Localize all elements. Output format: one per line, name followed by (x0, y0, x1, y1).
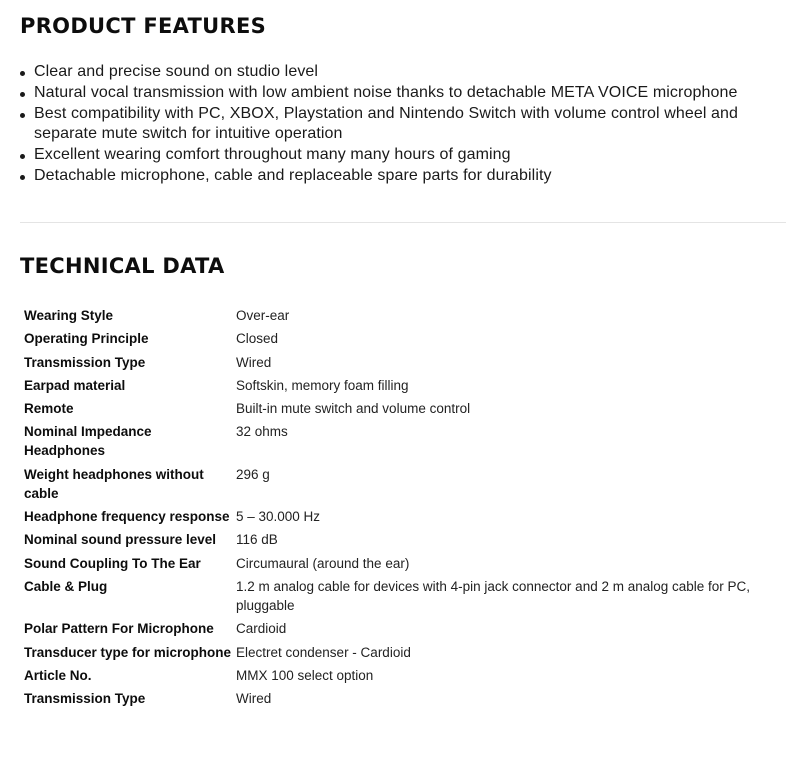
spec-label: Wearing Style (24, 308, 114, 323)
section-divider (20, 222, 786, 223)
spec-value: Softskin, memory foam filling (236, 377, 409, 393)
table-row (22, 643, 762, 666)
spec-value: MMX 100 select option (236, 667, 374, 683)
technical-data-heading: TECHNICAL DATA (20, 254, 225, 278)
table-row (22, 399, 762, 422)
spec-label: Sound Coupling To The Ear (24, 555, 201, 571)
spec-value: Wired (236, 354, 272, 370)
product-features-heading: PRODUCT FEATURES (20, 14, 267, 38)
spec-value: Closed (236, 331, 279, 347)
spec-value: 1.2 m analog cable for devices with 4-pin jack connector and 2 m analog cable for PC, pluggable (236, 578, 751, 613)
spec-value: Cardioid (236, 621, 287, 637)
spec-label: Article No. (24, 667, 92, 683)
spec-label: Earpad material (24, 377, 126, 393)
table-row (22, 577, 762, 619)
spec-label: Headphone frequency response (24, 509, 230, 525)
table-row (22, 530, 762, 553)
spec-label: Polar Pattern For Microphone (24, 621, 214, 637)
spec-label: Weight headphones without cable (24, 466, 204, 501)
table-row (22, 619, 762, 642)
spec-value: 5 – 30.000 Hz (236, 509, 321, 525)
spec-label: Nominal Impedance Headphones (24, 424, 152, 459)
spec-label: Transducer type for microphone (24, 644, 232, 660)
spec-label: Transmission Type (24, 354, 146, 370)
feature-item: Natural vocal transmission with low ambient noise thanks to detachable META VOICE microphone (34, 83, 774, 104)
spec-value: 116 dB (236, 532, 278, 548)
spec-label: Cable & Plug (24, 578, 108, 594)
table-row (22, 376, 762, 399)
feature-item: Clear and precise sound on studio level (34, 62, 774, 83)
spec-value: Electret condenser - Cardioid (236, 644, 411, 660)
spec-label: Remote (24, 401, 74, 417)
spec-label: Operating Principle (24, 331, 149, 347)
table-row (22, 465, 762, 507)
table-row (22, 666, 762, 689)
table-row (22, 689, 762, 712)
spec-value: Over-ear (236, 308, 290, 323)
feature-item: Detachable microphone, cable and replaceable spare parts for durability (34, 166, 774, 187)
spec-label: Nominal sound pressure level (24, 532, 217, 548)
product-features-list (14, 62, 774, 187)
spec-label: Transmission Type (24, 691, 146, 707)
feature-item: Excellent wearing comfort throughout many many hours of gaming (34, 145, 774, 166)
feature-item: Best compatibility with PC, XBOX, Playstation and Nintendo Switch with volume control wheel and separate mute switch for intuitive operation (34, 104, 774, 146)
spec-value: Built-in mute switch and volume control (236, 401, 471, 417)
spec-value: 296 g (236, 466, 270, 482)
table-row (22, 422, 762, 464)
spec-value: Wired (236, 691, 272, 707)
spec-value: 32 ohms (236, 424, 288, 440)
table-row (22, 507, 762, 530)
table-row (22, 306, 762, 329)
table-row (22, 554, 762, 577)
table-row (22, 329, 762, 352)
spec-value: Circumaural (around the ear) (236, 555, 410, 571)
table-row (22, 353, 762, 376)
technical-data-table (22, 306, 762, 712)
